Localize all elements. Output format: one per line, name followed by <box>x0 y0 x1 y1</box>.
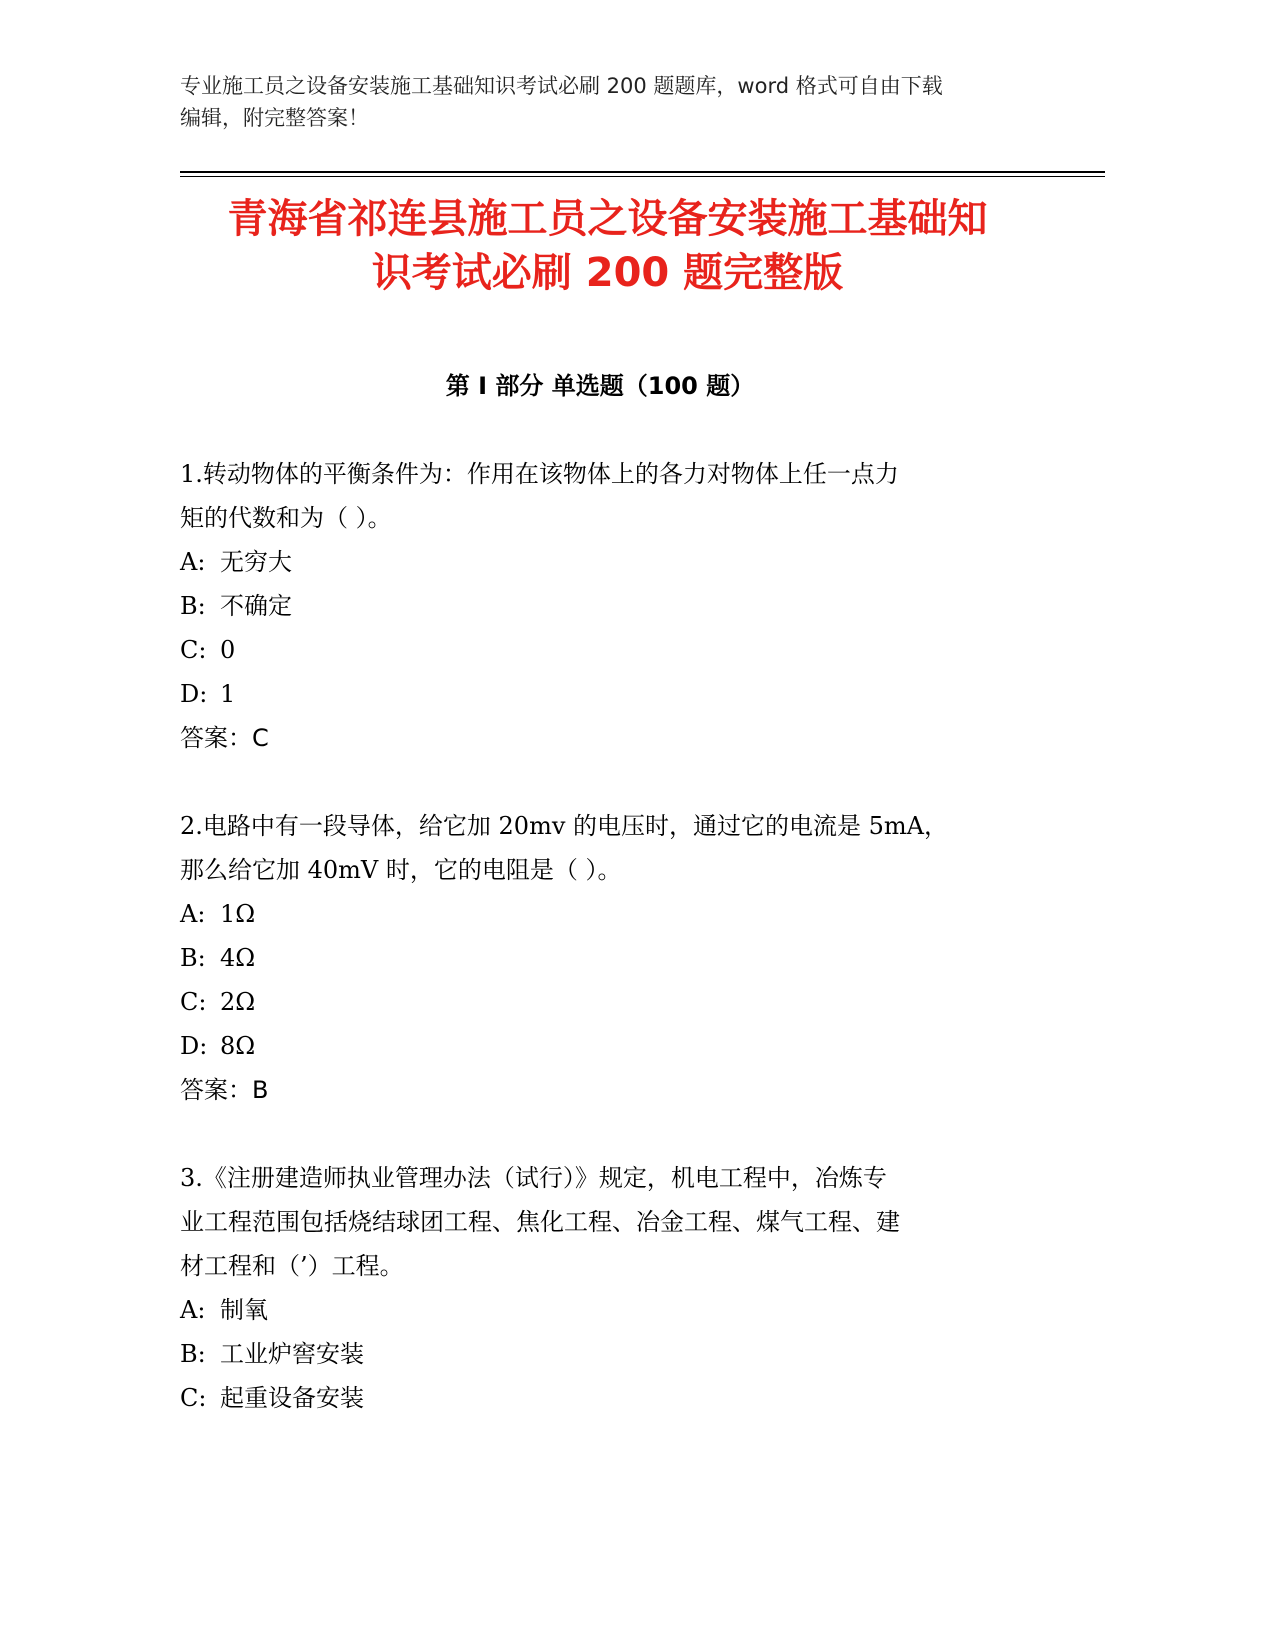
question-item <box>180 804 1020 1112</box>
option-text: 无穷大 <box>220 548 292 576</box>
option-key: C: <box>180 988 207 1016</box>
option-text: 4Ω <box>220 944 256 972</box>
option-key: A: <box>180 900 206 928</box>
option-c <box>180 1376 1020 1420</box>
option-text: 0 <box>220 636 236 664</box>
answer-line: 答案：B <box>180 1076 269 1104</box>
option-text: 2Ω <box>220 988 256 1016</box>
question-list <box>180 452 1020 1464</box>
question-stem-line: 业工程范围包括烧结球团工程、焦化工程、冶金工程、煤气工程、建 <box>180 1208 900 1236</box>
option-key: C: <box>180 636 207 664</box>
option-key: B: <box>180 1340 206 1368</box>
header-divider <box>180 171 1105 173</box>
option-text: 制氧 <box>220 1296 268 1324</box>
option-key: A: <box>180 548 206 576</box>
option-text: 不确定 <box>220 592 292 620</box>
question-stem-line: 1.转动物体的平衡条件为：作用在该物体上的各力对物体上任一点力 <box>180 460 899 488</box>
section-title: 第 I 部分 单选题（100 题） <box>445 372 755 400</box>
question-stem-line: 3.《注册建造师执业管理办法（试行）》规定，机电工程中，冶炼专 <box>180 1164 887 1192</box>
document-title-line: 识考试必刷 200 题完整版 <box>371 250 844 296</box>
answer-line: 答案：C <box>180 724 269 752</box>
option-text: 8Ω <box>220 1032 256 1060</box>
option-c <box>180 628 1020 672</box>
option-a <box>180 540 1020 584</box>
option-key: D: <box>180 1032 208 1060</box>
option-text: 起重设备安装 <box>220 1384 364 1412</box>
document-title-line: 青海省祁连县施工员之设备安装施工基础知 <box>227 196 988 242</box>
option-a <box>180 1288 1020 1332</box>
option-a <box>180 892 1020 936</box>
header-note-line: 专业施工员之设备安装施工基础知识考试必刷 200 题题库，word 格式可自由下载 <box>180 74 943 98</box>
question-stem-line: 材工程和（’）工程。 <box>180 1252 404 1280</box>
header-note <box>180 70 1060 134</box>
option-key: A: <box>180 1296 206 1324</box>
option-text: 1 <box>220 680 236 708</box>
option-key: B: <box>180 944 206 972</box>
question-stem-line: 矩的代数和为（ ）。 <box>180 504 392 532</box>
header-note-line: 编辑，附完整答案！ <box>180 106 369 130</box>
option-key: B: <box>180 592 206 620</box>
option-c <box>180 980 1020 1024</box>
option-text: 工业炉窖安装 <box>220 1340 364 1368</box>
option-b <box>180 584 1020 628</box>
option-d <box>180 672 1020 716</box>
document-title <box>170 192 1045 300</box>
question-item <box>180 1156 1020 1420</box>
option-key: C: <box>180 1384 207 1412</box>
question-stem-line: 那么给它加 40mV 时，它的电阻是（ ）。 <box>180 856 622 884</box>
option-b <box>180 936 1020 980</box>
option-b <box>180 1332 1020 1376</box>
option-key: D: <box>180 680 208 708</box>
question-item <box>180 452 1020 760</box>
header-divider-thin <box>180 176 1105 177</box>
question-stem-line: 2.电路中有一段导体，给它加 20mv 的电压时，通过它的电流是 5mA， <box>180 812 948 840</box>
option-d <box>180 1024 1020 1068</box>
option-text: 1Ω <box>220 900 256 928</box>
